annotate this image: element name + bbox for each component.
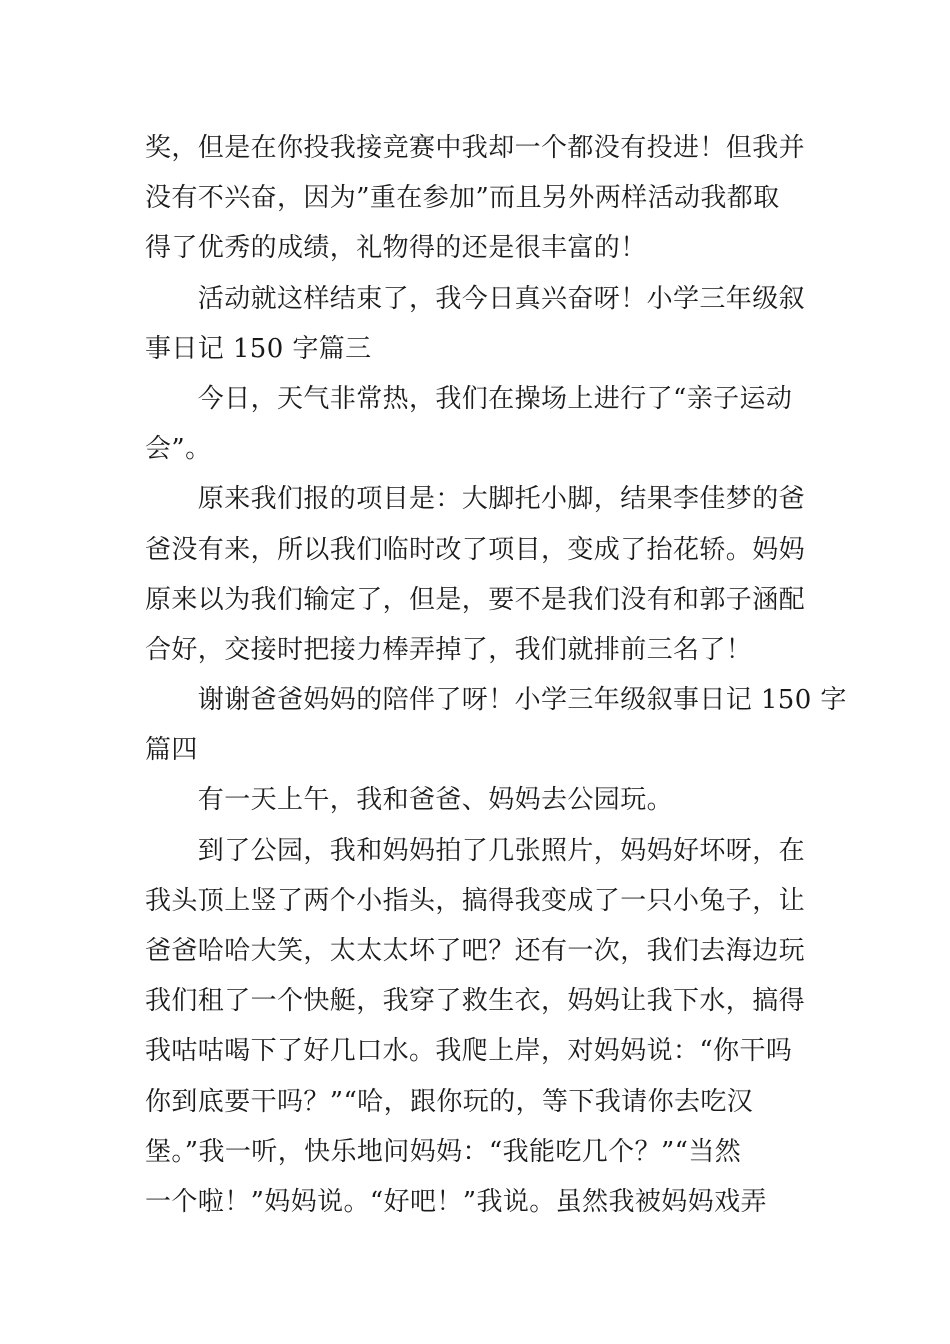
text-line: 合好，交接时把接力棒弄掉了，我们就排前三名了！ [145,634,753,665]
text-line: 谢谢爸爸妈妈的陪伴了呀！小学三年级叙事日记 150 字 [145,685,847,716]
text-line: 有一天上午，我和爸爸、妈妈去公园玩。 [145,785,674,816]
text-line: 会”。 [145,434,212,465]
text-line: 事日记 150 字篇三 [145,333,372,364]
text-line: 活动就这样结束了，我今日真兴奋呀！小学三年级叙 [145,283,806,314]
text-line: 篇四 [145,735,198,766]
text-line: 到了公园，我和妈妈拍了几张照片，妈妈好坏呀，在 [145,835,806,866]
body-text [145,123,847,1227]
text-line: 得了优秀的成绩，礼物得的还是很丰富的！ [145,233,647,264]
text-line: 原来我们报的项目是：大脚托小脚，结果李佳梦的爸 [145,484,806,515]
text-line: 堡。”我一听，快乐地问妈妈：“我能吃几个？”“当然 [145,1136,742,1167]
text-line: 没有不兴奋，因为”重在参加”而且另外两样活动我都取 [145,183,780,214]
text-line: 我头顶上竖了两个小指头，搞得我变成了一只小兔子，让 [145,885,806,916]
text-line: 你到底要干吗？”“哈，跟你玩的，等下我请你去吃汉 [145,1086,754,1117]
text-line: 我们租了一个快艇，我穿了救生衣，妈妈让我下水，搞得 [145,986,806,1017]
text-line: 奖，但是在你投我接竞赛中我却一个都没有投进！但我并 [145,133,806,163]
text-line: 一个啦！”妈妈说。“好吧！”我说。虽然我被妈妈戏弄 [145,1186,767,1217]
text-line: 原来以为我们输定了，但是，要不是我们没有和郭子涵配 [145,584,806,615]
text-line: 爸爸哈哈大笑，太太太坏了吧？还有一次，我们去海边玩 [145,936,806,966]
text-line: 爸没有来，所以我们临时改了项目，变成了抬花轿。妈妈 [145,534,806,565]
text-line: 今日，天气非常热，我们在操场上进行了“亲子运动 [145,383,793,414]
text-line: 我咕咕喝下了好几口水。我爬上岸，对妈妈说：“你干吗 [145,1036,793,1067]
